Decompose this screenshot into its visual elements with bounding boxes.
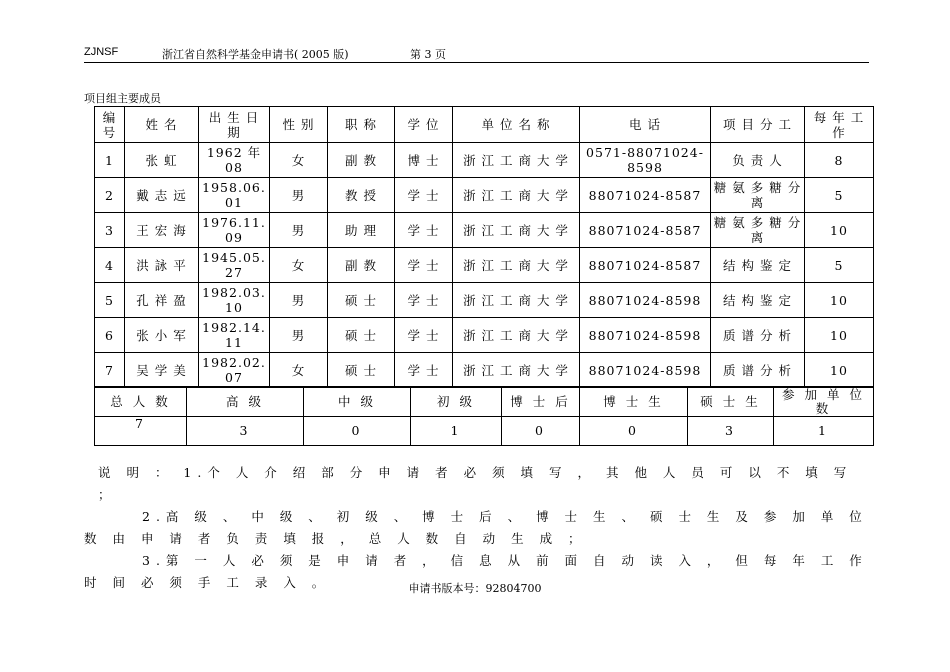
cell-time[interactable]: 10 xyxy=(805,283,874,318)
summary-postdoc-value[interactable]: 0 xyxy=(502,417,580,446)
version-footer: 申请书版本号：92804700 xyxy=(408,582,542,595)
cell-unit[interactable]: 浙 江 工 商 大 学 xyxy=(453,283,580,318)
cell-name[interactable]: 张 小 军 xyxy=(125,318,199,353)
col-header-no: 编号 xyxy=(95,107,125,143)
cell-sex[interactable]: 女 xyxy=(270,353,328,388)
cell-role[interactable]: 质 谱 分 析 xyxy=(711,353,805,388)
cell-phone[interactable]: 88071024-8587 xyxy=(580,178,711,213)
cell-unit[interactable]: 浙 江 工 商 大 学 xyxy=(453,318,580,353)
summary-master-value[interactable]: 3 xyxy=(688,417,774,446)
cell-title[interactable]: 助 理 xyxy=(328,213,395,248)
cell-no: 5 xyxy=(95,283,125,318)
summary-units-value[interactable]: 1 xyxy=(774,417,874,446)
cell-title[interactable]: 副 教 xyxy=(328,248,395,283)
cell-title[interactable]: 教 授 xyxy=(328,178,395,213)
cell-birth[interactable]: 1982.02. 07 xyxy=(199,353,270,388)
cell-unit[interactable]: 浙 江 工 商 大 学 xyxy=(453,213,580,248)
summary-header-postdoc: 博 士 后 xyxy=(502,387,580,417)
cell-role[interactable]: 糖 氨 多 糖 分 离 xyxy=(711,178,805,213)
table-row xyxy=(95,353,874,388)
table-row xyxy=(95,283,874,318)
cell-sex[interactable]: 女 xyxy=(270,143,328,178)
cell-degree[interactable]: 学 士 xyxy=(395,178,453,213)
cell-degree[interactable]: 学 士 xyxy=(395,318,453,353)
cell-unit[interactable]: 浙 江 工 商 大 学 xyxy=(453,178,580,213)
cell-no: 1 xyxy=(95,143,125,178)
cell-title[interactable]: 硕 士 xyxy=(328,283,395,318)
col-header-title: 职 称 xyxy=(328,107,395,143)
cell-sex[interactable]: 男 xyxy=(270,178,328,213)
cell-no: 6 xyxy=(95,318,125,353)
summary-header-senior: 高 级 xyxy=(187,387,304,417)
cell-name[interactable]: 孔 祥 盈 xyxy=(125,283,199,318)
cell-time[interactable]: 10 xyxy=(805,353,874,388)
cell-birth[interactable]: 1945.05. 27 xyxy=(199,248,270,283)
cell-sex[interactable]: 男 xyxy=(270,318,328,353)
cell-birth[interactable]: 1976.11. 09 xyxy=(199,213,270,248)
cell-name[interactable]: 戴 志 远 xyxy=(125,178,199,213)
document-title: 浙江省自然科学基金申请书( 2005 版) xyxy=(162,48,349,61)
cell-name[interactable]: 张 虹 xyxy=(125,143,199,178)
cell-phone[interactable]: 0571-88071024-8598 xyxy=(580,143,711,178)
summary-header-phd: 博 士 生 xyxy=(580,387,688,417)
cell-role[interactable]: 结 构 鉴 定 xyxy=(711,283,805,318)
cell-degree[interactable]: 学 士 xyxy=(395,248,453,283)
summary-senior-value[interactable]: 3 xyxy=(187,417,304,446)
col-header-birth: 出 生 日 期 xyxy=(199,107,270,143)
summary-header-junior: 初 级 xyxy=(411,387,502,417)
cell-time[interactable]: 5 xyxy=(805,178,874,213)
cell-role[interactable]: 结 构 鉴 定 xyxy=(711,248,805,283)
summary-header-master: 硕 士 生 xyxy=(688,387,774,417)
cell-no: 2 xyxy=(95,178,125,213)
cell-birth[interactable]: 1982.14. 11 xyxy=(199,318,270,353)
cell-sex[interactable]: 男 xyxy=(270,283,328,318)
summary-values-row xyxy=(95,417,874,446)
table-row xyxy=(95,318,874,353)
cell-role[interactable]: 负 责 人 xyxy=(711,143,805,178)
col-header-sex: 性 别 xyxy=(270,107,328,143)
cell-birth[interactable]: 1962 年 08 xyxy=(199,143,270,178)
summary-header-units: 参 加 单 位 数 xyxy=(774,387,874,417)
cell-phone[interactable]: 88071024-8598 xyxy=(580,318,711,353)
cell-phone[interactable]: 88071024-8598 xyxy=(580,353,711,388)
summary-phd-value[interactable]: 0 xyxy=(580,417,688,446)
cell-title[interactable]: 硕 士 xyxy=(328,353,395,388)
note-item: 2.高 级 、 中 级 、 初 级 、 博 士 后 、 博 士 生 、 硕 士 生 及 参 加 单 位 数 由 申 请 者 负 责 填 报 ， 总 人 数 自 动 生 成 ； xyxy=(84,509,868,546)
summary-header-middle: 中 级 xyxy=(304,387,411,417)
cell-sex[interactable]: 男 xyxy=(270,213,328,248)
col-header-name: 姓 名 xyxy=(125,107,199,143)
table-row xyxy=(95,213,874,248)
notes xyxy=(84,462,869,594)
page-number: 第 3 页 xyxy=(410,48,446,61)
cell-birth[interactable]: 1982.03. 10 xyxy=(199,283,270,318)
members-table xyxy=(94,106,874,388)
note-item: 说 明 ： 1.个 人 介 绍 部 分 申 请 者 必 须 填 写 ， 其 他 人 员 可 以 不 填 写 ； xyxy=(98,465,853,502)
cell-sex[interactable]: 女 xyxy=(270,248,328,283)
cell-degree[interactable]: 学 士 xyxy=(395,283,453,318)
cell-title[interactable]: 硕 士 xyxy=(328,318,395,353)
cell-unit[interactable]: 浙 江 工 商 大 学 xyxy=(453,143,580,178)
table-row xyxy=(95,143,874,178)
cell-role[interactable]: 糖 氨 多 糖 分 离 xyxy=(711,213,805,248)
cell-phone[interactable]: 88071024-8587 xyxy=(580,213,711,248)
cell-role[interactable]: 质 谱 分 析 xyxy=(711,318,805,353)
cell-unit[interactable]: 浙 江 工 商 大 学 xyxy=(453,353,580,388)
cell-degree[interactable]: 博 士 xyxy=(395,143,453,178)
cell-time[interactable]: 10 xyxy=(805,318,874,353)
col-header-role: 项 目 分 工 xyxy=(711,107,805,143)
note-item: 3.第 一 人 必 须 是 申 请 者 ， 信 息 从 前 面 自 动 读 入 ， 但 每 年 工 作 时 间 必 须 手 工 录 入 。 xyxy=(84,553,868,590)
table-row xyxy=(95,248,874,283)
form-code: ZJNSF xyxy=(84,46,119,58)
summary-total-value: 7 xyxy=(95,417,187,446)
col-header-unit: 单 位 名 称 xyxy=(453,107,580,143)
cell-birth[interactable]: 1958.06. 01 xyxy=(199,178,270,213)
cell-phone[interactable]: 88071024-8598 xyxy=(580,283,711,318)
col-header-degree: 学 位 xyxy=(395,107,453,143)
cell-no: 4 xyxy=(95,248,125,283)
cell-degree[interactable]: 学 士 xyxy=(395,353,453,388)
cell-time[interactable]: 10 xyxy=(805,213,874,248)
summary-header-row xyxy=(95,387,874,417)
col-header-phone: 电 话 xyxy=(580,107,711,143)
table-row xyxy=(95,178,874,213)
cell-no: 7 xyxy=(95,353,125,388)
header-divider xyxy=(84,62,869,63)
cell-name[interactable]: 洪 詠 平 xyxy=(125,248,199,283)
section-title: 项目组主要成员 xyxy=(84,92,161,105)
cell-name[interactable]: 吴 学 美 xyxy=(125,353,199,388)
cell-phone[interactable]: 88071024-8587 xyxy=(580,248,711,283)
cell-unit[interactable]: 浙 江 工 商 大 学 xyxy=(453,248,580,283)
col-header-time: 每 年 工 作 xyxy=(805,107,874,143)
summary-table xyxy=(94,386,874,446)
cell-time[interactable]: 5 xyxy=(805,248,874,283)
cell-degree[interactable]: 学 士 xyxy=(395,213,453,248)
cell-no: 3 xyxy=(95,213,125,248)
summary-header-total: 总 人 数 xyxy=(95,387,187,417)
cell-title[interactable]: 副 教 xyxy=(328,143,395,178)
cell-time[interactable]: 8 xyxy=(805,143,874,178)
table-header-row xyxy=(95,107,874,143)
summary-middle-value[interactable]: 0 xyxy=(304,417,411,446)
summary-junior-value[interactable]: 1 xyxy=(411,417,502,446)
cell-name[interactable]: 王 宏 海 xyxy=(125,213,199,248)
